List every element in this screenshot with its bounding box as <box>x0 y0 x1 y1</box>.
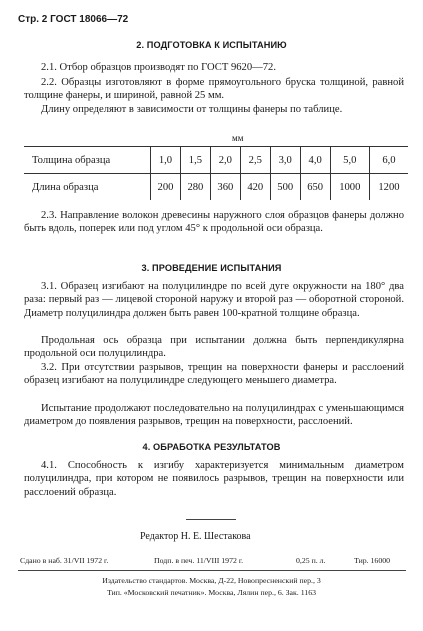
section-4-title: 4. ОБРАБОТКА РЕЗУЛЬТАТОВ <box>142 442 281 452</box>
paragraph-2-3: 2.3. Направление волокон древесины наружного слоя образцов фанеры должно быть вдоль, поперек или под углом 45° к продольной оси образца. <box>24 210 404 235</box>
table-cell: 1,5 <box>180 147 210 174</box>
table-cell: 1200 <box>369 174 408 201</box>
imprint-pl: 0,25 п. л. <box>296 556 326 565</box>
paragraph-4-1: 4.1. Способность к изгибу характеризуется минимальным диаметром полуцилиндра, при котором не появилось разрывов, трещин на поверхности или расслоений образца. <box>24 460 404 498</box>
page-header: Стр. 2 ГОСТ 18066—72 <box>18 14 129 25</box>
table-cell: 280 <box>180 174 210 201</box>
paragraph-3-1: 3.1. Образец изгибают на полуцилиндре по всей дуге окружности на 180° два раза: первый раз — лицевой стороной наружу и второй раз — оборотной стороной. Диаметр полуцилиндра должен быть равен 100-кратной толщине образца. <box>24 281 404 319</box>
dimensions-table <box>24 146 408 200</box>
table-cell: 2,5 <box>240 147 270 174</box>
section-2-title: 2. ПОДГОТОВКА К ИСПЫТАНИЮ <box>136 40 287 50</box>
length-label: Длина образца <box>32 181 99 193</box>
divider <box>18 570 406 571</box>
paragraph-length: Длину определяют в зависимости от толщины фанеры по таблице. <box>41 104 343 115</box>
table-cell: 360 <box>210 174 240 201</box>
divider <box>186 519 236 520</box>
table-cell: 1000 <box>330 174 369 201</box>
table-cell: 1,0 <box>151 147 181 174</box>
paragraph-3-2: 3.2. При отсутствии разрывов, трещин на поверхности фанеры и расслоений образец изгибают на полуцилиндре следующего меньшего диаметра. <box>24 362 404 387</box>
imprint-printer: Тип. «Московский печатник». Москва, Лялин пер., 6. Зак. 1163 <box>106 588 317 597</box>
imprint-podp: Подп. в печ. 11/VIII 1972 г. <box>154 556 244 565</box>
table-cell: 200 <box>151 174 181 201</box>
table-row-thickness <box>24 147 408 174</box>
table-cell: 420 <box>240 174 270 201</box>
table-cell: 5,0 <box>330 147 369 174</box>
table-cell: 6,0 <box>369 147 408 174</box>
paragraph-2-1: 2.1. Отбор образцов производят по ГОСТ 9620—72. <box>41 62 276 73</box>
imprint-tir: Тир. 16000 <box>354 556 391 565</box>
paragraph-axis: Продольная ось образца при испытании должна быть перпендикулярна продольной оси полуцилиндра. <box>24 335 404 360</box>
table-cell: 2,0 <box>210 147 240 174</box>
table-row-length <box>24 174 408 201</box>
table-cell: 500 <box>270 174 300 201</box>
thickness-label: Толщина образца <box>24 147 151 174</box>
paragraph-continue: Испытание продолжают последовательно на полуцилиндрах с уменьшающимся диаметром до появления разрывов, трещин на поверхности, расслоений. <box>24 403 404 428</box>
paragraph-2-2: 2.2. Образцы изготовляют в форме прямоугольного бруска толщиной, равной толщине фанеры, и шириной, равной 25 мм. <box>24 77 404 102</box>
table-unit: мм <box>232 133 244 143</box>
table-cell: 4,0 <box>300 147 330 174</box>
section-3-title: 3. ПРОВЕДЕНИЕ ИСПЫТАНИЯ <box>141 263 282 273</box>
table-cell: 3,0 <box>270 147 300 174</box>
imprint-publisher: Издательство стандартов. Москва, Д-22, Новопресненский пер., 3 <box>102 576 321 585</box>
imprint-sdano: Сдано в наб. 31/VII 1972 г. <box>20 556 109 565</box>
editor-line: Редактор Н. Е. Шестакова <box>140 531 251 542</box>
table-cell: 650 <box>300 174 330 201</box>
